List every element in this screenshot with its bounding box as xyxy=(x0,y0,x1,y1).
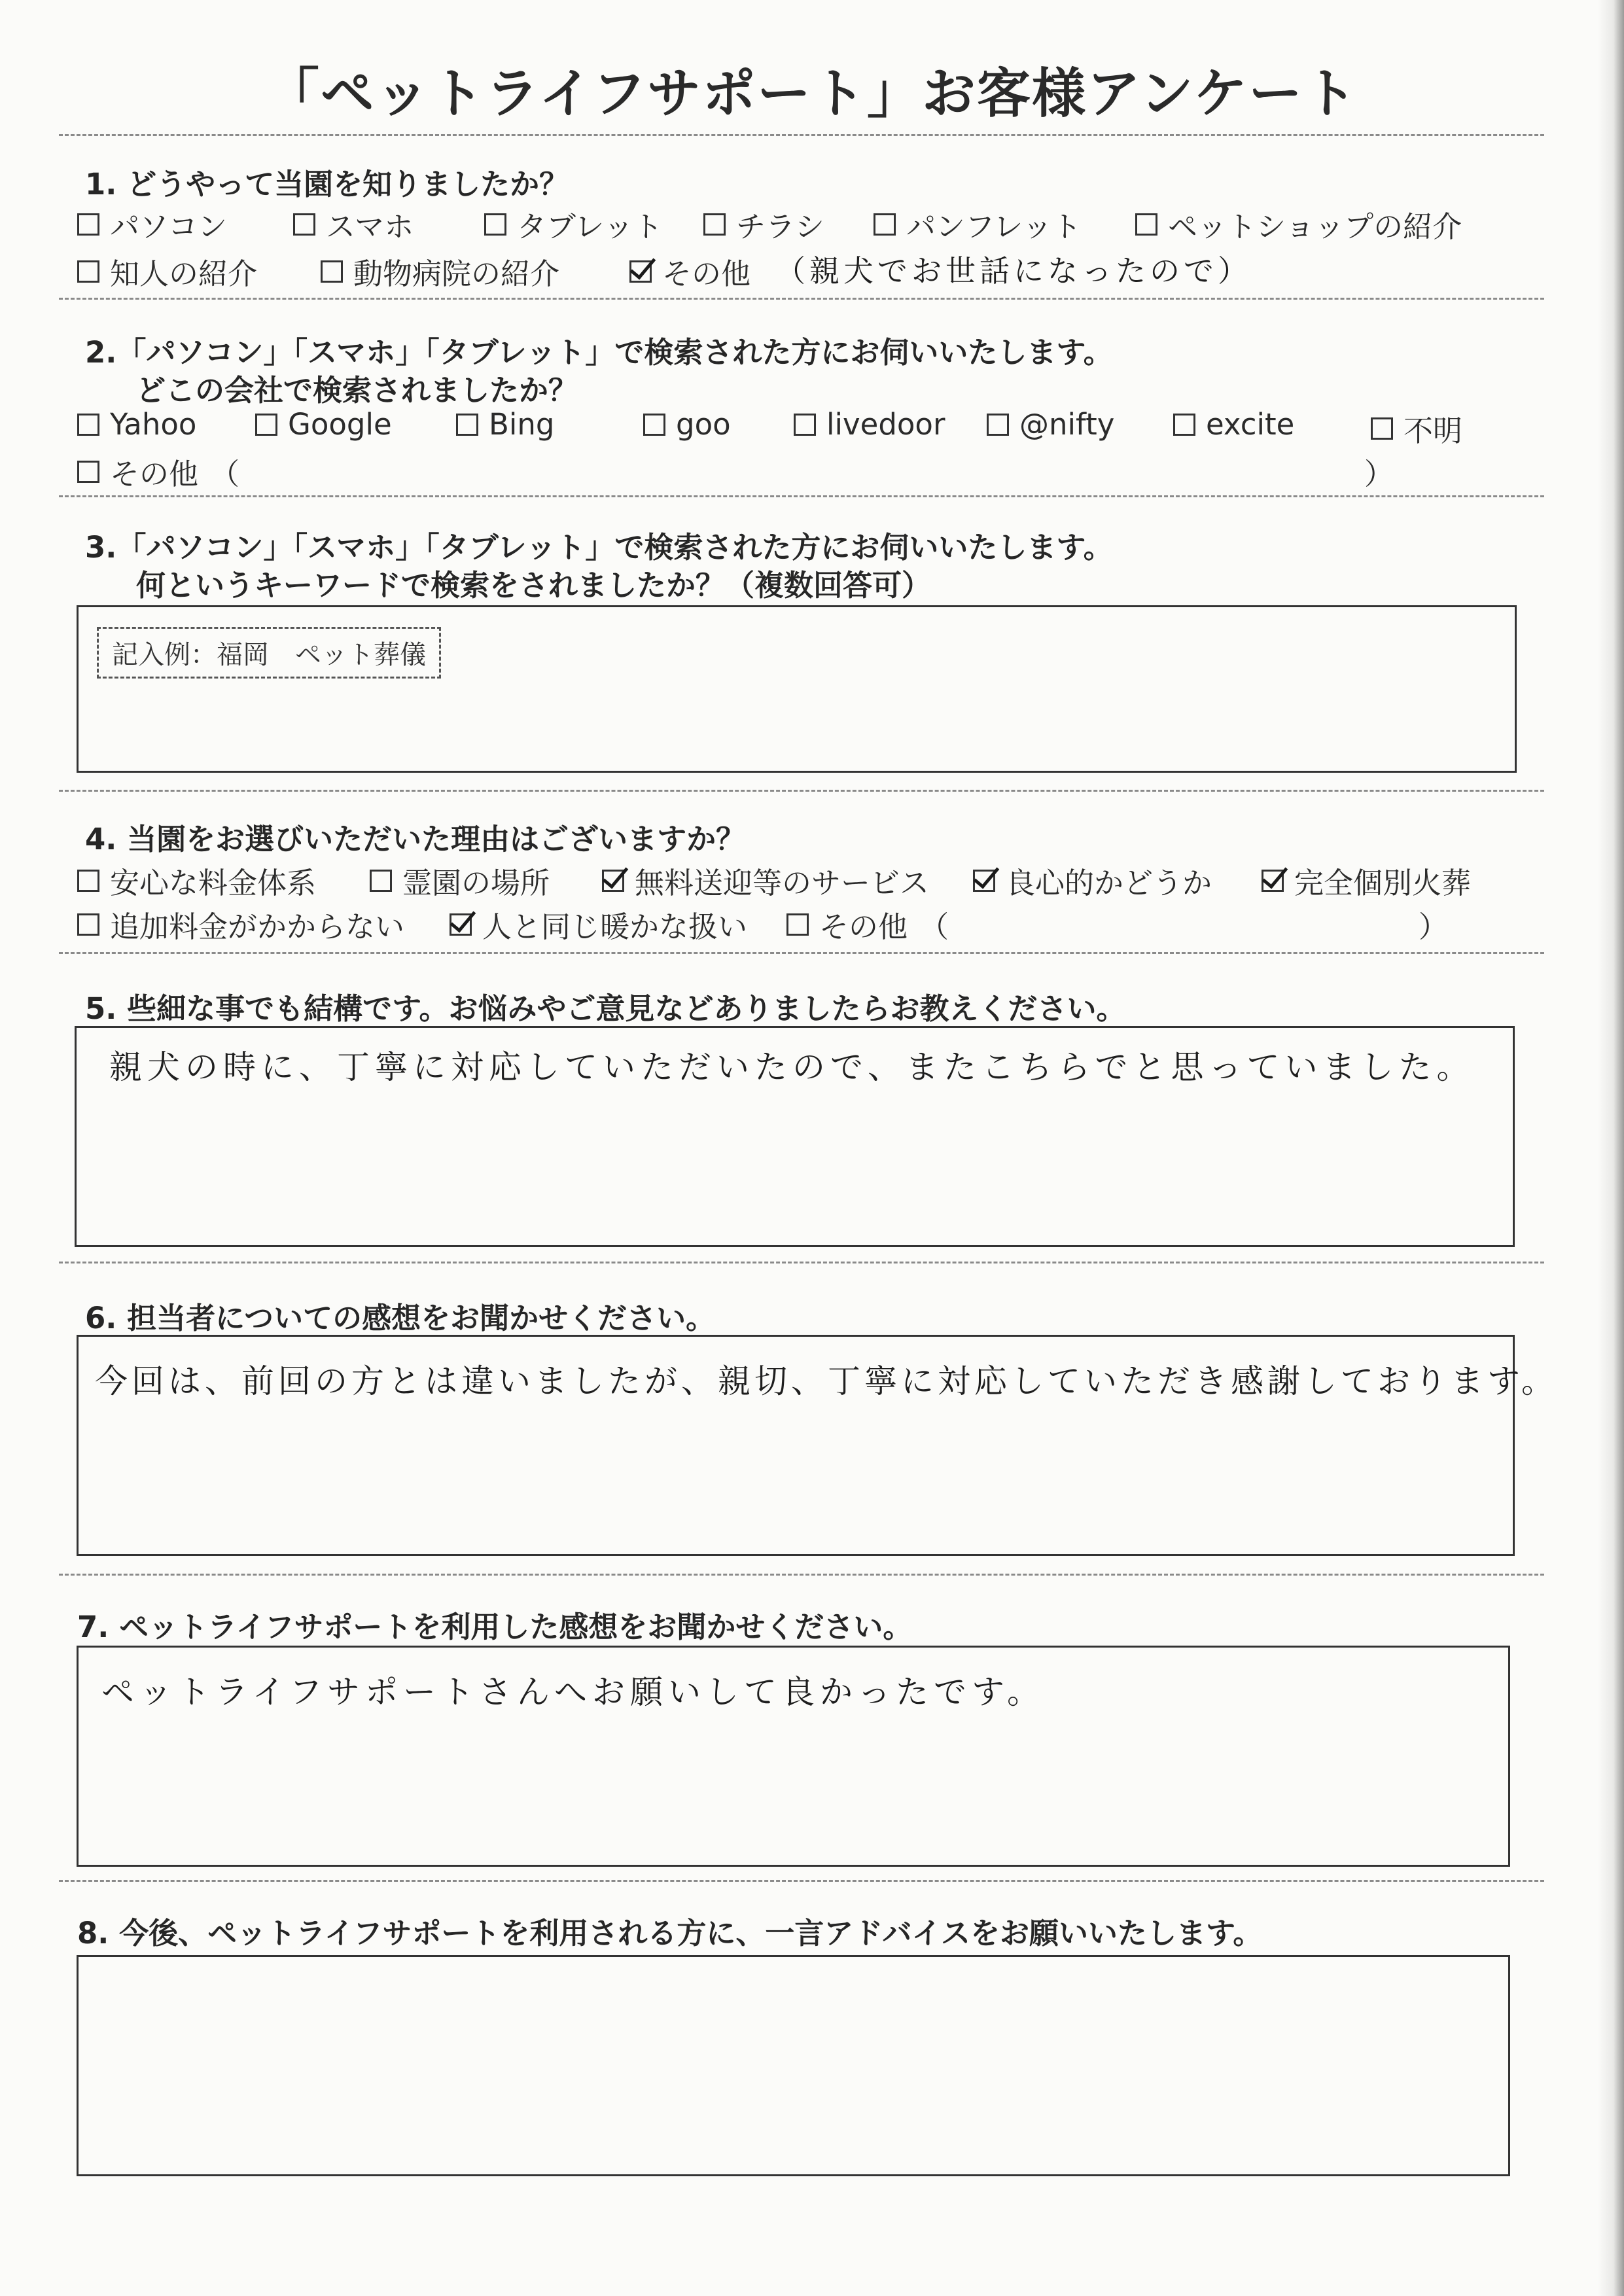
checkbox[interactable] xyxy=(293,213,315,236)
q2-option-unknown[interactable]: 不明 xyxy=(1371,407,1462,450)
q1-option-smartphone[interactable]: スマホ xyxy=(293,203,414,245)
q7-answer-text: ペットライフサポートさんへお願いして良かったです。 xyxy=(101,1673,1045,1711)
checkbox[interactable] xyxy=(456,414,478,436)
checkbox-checked[interactable] xyxy=(973,870,995,892)
q8-question: 8. 今後、ペットライフサポートを利用される方に、一言アドバイスをお願いいたします。 xyxy=(77,1916,1263,1951)
page-title: 「ペットライフサポート」お客様アンケート xyxy=(265,63,1359,125)
q6-answer-box[interactable] xyxy=(77,1335,1558,1556)
q1-option-acquaintance[interactable]: 知人の紹介 xyxy=(77,250,257,292)
q3-example-label: 記入例：福岡 ペット葬儀 xyxy=(97,627,441,679)
q2-option-nifty[interactable]: @nifty xyxy=(987,407,1114,442)
q2-option-bing[interactable]: Bing xyxy=(456,407,554,442)
checkbox[interactable] xyxy=(874,213,896,236)
q1-option-flyer[interactable]: チラシ xyxy=(703,203,824,245)
checkbox[interactable] xyxy=(987,414,1009,436)
q2-other-close-paren: ） xyxy=(1364,457,1394,491)
q6-answer-text: 今回は、前回の方とは違いましたが、親切、丁寧に対応していただき感謝しております。 xyxy=(95,1362,1558,1400)
q6-question: 6. 担当者についての感想をお聞かせください。 xyxy=(85,1301,716,1335)
q4-option-no-extra-fee[interactable]: 追加料金がかからない xyxy=(77,903,404,945)
q1-option-pamphlet[interactable]: パンフレット xyxy=(874,203,1082,245)
q1-question: 1. どうやって当園を知りましたか？ xyxy=(85,167,569,202)
checkbox[interactable] xyxy=(77,260,99,283)
q5-answer-text: 親犬の時に、丁寧に対応していただいたので、またこちらでと思っていました。 xyxy=(109,1048,1475,1086)
checkbox-checked[interactable] xyxy=(450,913,472,936)
checkbox[interactable] xyxy=(1135,213,1157,236)
q1-option-tablet[interactable]: タブレット xyxy=(484,203,663,245)
checkbox[interactable] xyxy=(794,414,816,436)
q7-answer-box[interactable] xyxy=(77,1646,1510,1867)
checkbox-checked[interactable] xyxy=(1262,870,1284,892)
checkbox[interactable] xyxy=(703,213,726,236)
section-divider xyxy=(59,1880,1544,1882)
q2-option-yahoo[interactable]: Yahoo xyxy=(77,407,196,442)
q2-question-line1: 2.「パソコン」「スマホ」「タブレット」で検索された方にお伺いいたします。 xyxy=(85,335,1113,370)
q2-option-goo[interactable]: goo xyxy=(643,407,731,442)
checkbox[interactable] xyxy=(484,213,506,236)
q2-option-excite[interactable]: excite xyxy=(1173,407,1294,442)
checkbox[interactable] xyxy=(77,414,99,436)
q4-option-free-pickup[interactable]: 無料送迎等のサービス xyxy=(602,859,929,902)
checkbox[interactable] xyxy=(321,260,343,283)
q2-option-other[interactable]: その他 （ xyxy=(77,450,239,493)
q4-question: 4. 当園をお選びいただいた理由はございますか？ xyxy=(85,822,746,857)
checkbox[interactable] xyxy=(370,870,392,892)
checkbox[interactable] xyxy=(255,414,277,436)
q2-option-google[interactable]: Google xyxy=(255,407,392,442)
section-divider xyxy=(59,1262,1544,1263)
q1-other-answer: （親犬でお世話になったので） xyxy=(775,253,1252,289)
section-divider xyxy=(59,134,1544,136)
q2-option-livedoor[interactable]: livedoor xyxy=(794,407,945,442)
checkbox[interactable] xyxy=(643,414,665,436)
q4-option-location[interactable]: 霊園の場所 xyxy=(370,859,550,902)
q8-answer-box[interactable] xyxy=(77,1955,1510,2176)
q1-option-other[interactable]: その他 xyxy=(629,250,750,292)
checkbox[interactable] xyxy=(77,913,99,936)
q1-option-pc[interactable]: パソコン xyxy=(77,203,227,245)
q3-question-line1: 3.「パソコン」「スマホ」「タブレット」で検索された方にお伺いいたします。 xyxy=(85,530,1113,565)
q4-option-conscientious[interactable]: 良心的かどうか xyxy=(973,859,1212,902)
scan-edge-shadow xyxy=(1598,0,1624,2296)
q7-question: 7. ペットライフサポートを利用した感想をお聞かせください。 xyxy=(77,1610,913,1644)
checkbox[interactable] xyxy=(77,870,99,892)
checkbox[interactable] xyxy=(786,913,809,936)
q3-question-line2: 何というキーワードで検索をされましたか？（複数回答可） xyxy=(136,568,932,603)
checkbox-checked[interactable] xyxy=(602,870,624,892)
q4-option-individual-cremation[interactable]: 完全個別火葬 xyxy=(1262,859,1471,902)
section-divider xyxy=(59,495,1544,497)
checkbox-checked[interactable] xyxy=(629,260,652,283)
q1-option-vet[interactable]: 動物病院の紹介 xyxy=(321,250,559,292)
q4-option-pricing[interactable]: 安心な料金体系 xyxy=(77,859,316,902)
checkbox[interactable] xyxy=(1371,417,1393,440)
section-divider xyxy=(59,790,1544,792)
q4-option-warm-treatment[interactable]: 人と同じ暖かな扱い xyxy=(450,903,747,945)
q5-question: 5. 些細な事でも結構です。お悩みやご意見などありましたらお教えください。 xyxy=(85,991,1126,1026)
section-divider xyxy=(59,298,1544,300)
q4-option-other[interactable]: その他 （ xyxy=(786,903,949,945)
q3-answer-box[interactable] xyxy=(77,605,1517,773)
section-divider xyxy=(59,1574,1544,1576)
q2-question-line2: どこの会社で検索されましたか？ xyxy=(136,373,578,408)
q1-option-petshop[interactable]: ペットショップの紹介 xyxy=(1135,203,1462,245)
q5-answer-box[interactable] xyxy=(75,1026,1515,1247)
checkbox[interactable] xyxy=(1173,414,1195,436)
q4-other-close-paren: ） xyxy=(1419,910,1449,944)
section-divider xyxy=(59,952,1544,954)
checkbox[interactable] xyxy=(77,461,99,483)
checkbox[interactable] xyxy=(77,213,99,236)
